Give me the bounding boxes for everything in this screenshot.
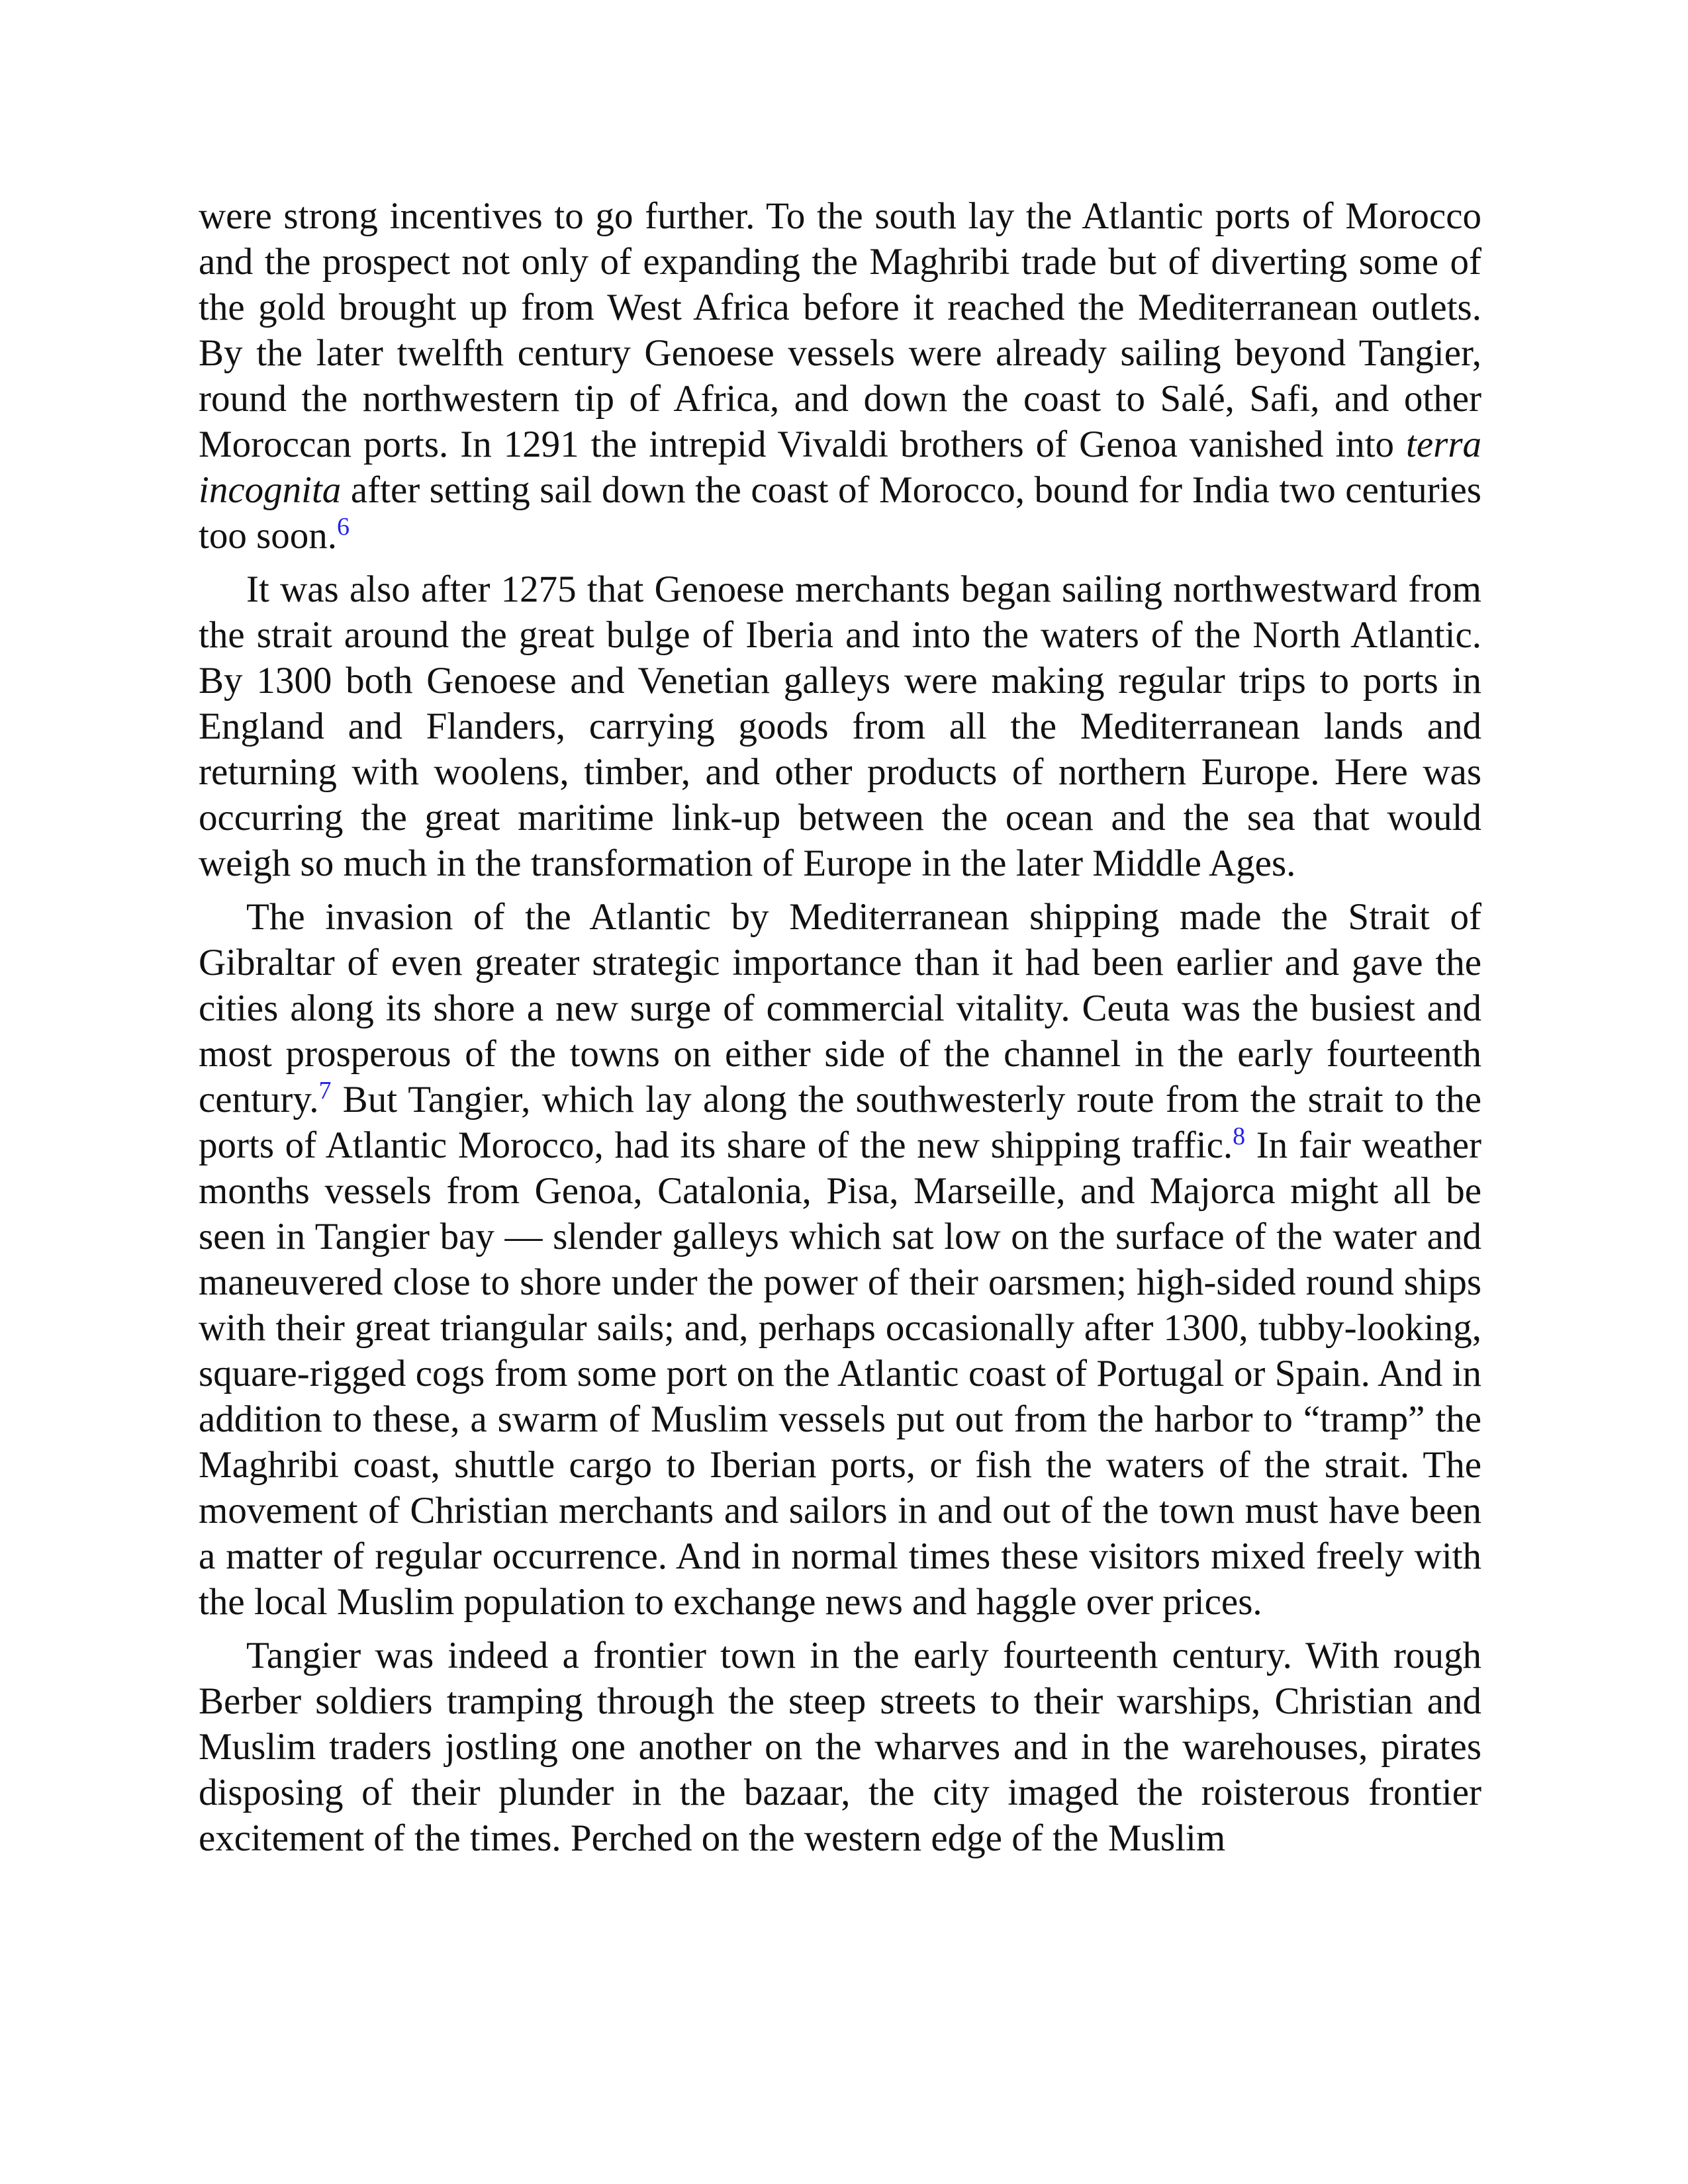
paragraph-3-text-c: In fair weather months vessels from Genoa, Catalonia, Pisa, Marseille, and Majorca might all be seen in Tangier bay — slender galleys which sat low on the surface of the water and maneuvered close to shore under the power of their oarsmen; high-sided round ships with their great triangular sails; and, perhaps occasionally after 1300, tubby-looking, square-rigged cogs from some port on the Atlantic coast of Portugal or Spain. And in addition to these, a swarm of Muslim vessels put out from the harbor to “tramp” the Maghribi coast, shuttle cargo to Iberian ports, or fish the waters of the strait. The movement of Christian merchants and sailors in and out of the town must have been a matter of regular occurrence. And in normal times these visitors mixed freely with the local Muslim population to exchange news and haggle over prices. [199, 1124, 1481, 1623]
paragraph-3 [199, 894, 1481, 1625]
italic-phrase: terra incognita [199, 424, 1481, 511]
paragraph-1-text-b: after setting sail down the coast of Morocco, bound for India two centuries too soon. [199, 469, 1481, 557]
footnote-ref-7[interactable]: 7 [318, 1077, 332, 1105]
paragraph-1-text-a: were strong incentives to go further. To the south lay the Atlantic ports of Morocco and the prospect not only of expanding the Maghribi trade but of diverting some of the gold brought up from West Africa before it reached the Mediterranean outlets. By the later twelfth century Genoese vessels were already sailing beyond Tangier, round the northwestern tip of Africa, and down the coast to Salé, Safi, and other Moroccan ports. In 1291 the intrepid Vivaldi brothers of Genoa vanished into [199, 195, 1481, 465]
paragraph-4: Tangier was indeed a frontier town in the early fourteenth century. With rough Berber soldiers tramping through the steep streets to their warships, Christian and Muslim traders jostling one another on the wharves and in the warehouses, pirates disposing of their plunder in the bazaar, the city imaged the roisterous frontier excitement of the times. Perched on the western edge of the Muslim [199, 1635, 1481, 1859]
paragraph-1 [199, 193, 1481, 559]
page-body [199, 193, 1481, 1869]
footnote-ref-8[interactable]: 8 [1233, 1122, 1246, 1150]
paragraph-3-text-a: The invasion of the Atlantic by Mediterranean shipping made the Strait of Gibraltar of even greater strategic importance than it had been earlier and gave the cities along its shore a new surge of commercial vitality. Ceuta was the busiest and most prosperous of the towns on either side of the channel in the early fourteenth century. [199, 896, 1481, 1120]
footnote-ref-6[interactable]: 6 [337, 513, 350, 541]
paragraph-2: It was also after 1275 that Genoese merchants began sailing northwestward from the strait around the great bulge of Iberia and into the waters of the North Atlantic. By 1300 both Genoese and Venetian galleys were making regular trips to ports in England and Flanders, carrying goods from all the Mediterranean lands and returning with woolens, timber, and other products of northern Europe. Here was occurring the great maritime link-up between the ocean and the sea that would weigh so much in the transformation of Europe in the later Middle Ages. [199, 569, 1481, 884]
paragraph-3-text-b: But Tangier, which lay along the southwesterly route from the strait to the ports of Atlantic Morocco, had its share of the new shipping traffic. [199, 1079, 1481, 1166]
